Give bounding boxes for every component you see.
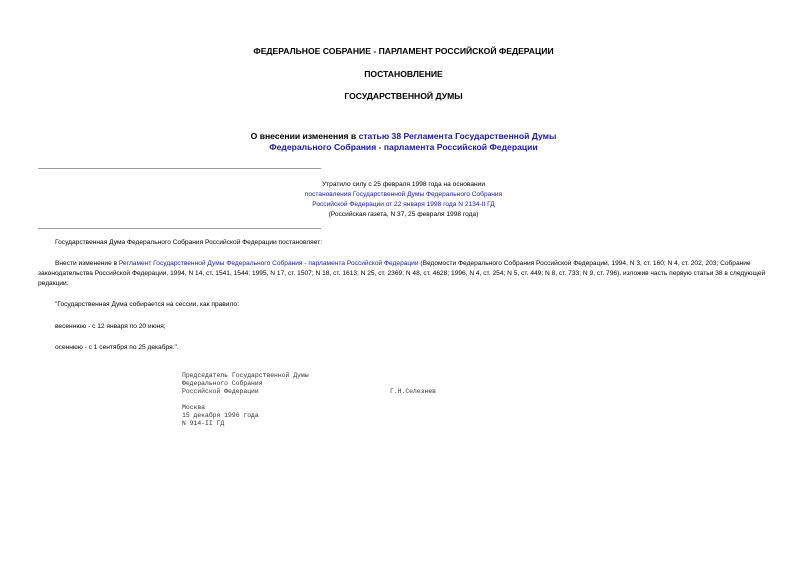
- paragraph-autumn: осеннюю - с 1 сентября по 25 декабря.".: [55, 344, 179, 351]
- signature-line3: Российской Федерации: [182, 388, 259, 395]
- header-parliament: ФЕДЕРАЛЬНОЕ СОБРАНИЕ - ПАРЛАМЕНТ РОССИЙСКОЙ ФЕДЕРАЦИИ: [253, 46, 554, 56]
- header-issuer: ГОСУДАРСТВЕННОЙ ДУМЫ: [344, 91, 463, 101]
- divider-top: [38, 168, 321, 169]
- signature-line2: Федерального Собрания: [182, 380, 263, 387]
- signature-number: N 914-II ГД: [182, 420, 225, 427]
- amendment-text: (Ведомости Федерального Собрания Российской Федерации, 1994, N 3, ст. 160; N 4, ст. 202, 203; Собрание законодательства Российской Федерации, 1994, N 14, ст. 1541, 1544; 1995, N 17, ст. 1507; N 18, ст. 1613; N 25, ст. 2369; N 48, ст. 4628; 1996, N 4, ст. 254; N 5, ст. 449; N 8, ст. 733; N 9, ст. 796), изложив часть первую статьи 38 в следующей редакции:: [38, 260, 766, 287]
- header-doc-type: ПОСТАНОВЛЕНИЕ: [364, 69, 443, 79]
- paragraph-quote-start: "Государственная Дума собирается на сессии, как правило:: [55, 301, 239, 308]
- status-line1: Утратило силу с 25 февраля 1998 года на основании: [321, 181, 486, 188]
- amendment-link[interactable]: Регламент Государственной Думы Федерального Собрания - парламента Российской Федерации: [118, 260, 419, 267]
- status-link-line1[interactable]: постановления Государственной Думы Федерального Собрания: [304, 191, 503, 198]
- signature-line1: Председатель Государственной Думы: [182, 372, 309, 379]
- title-prefix: О внесении изменения в: [250, 131, 359, 141]
- signer-name: Г.Н.Селезнев: [390, 388, 437, 395]
- document-title: [0, 131, 807, 153]
- divider-bottom: [38, 228, 321, 229]
- paragraph-resolves: Государственная Дума Федерального Собрания Российской Федерации постановляет:: [55, 239, 323, 246]
- signature-place-date: [182, 404, 259, 428]
- status-note: [0, 180, 807, 220]
- signature-city: Москва: [182, 404, 206, 411]
- title-link-article[interactable]: статью 38 Регламента Государственной Думы: [358, 131, 557, 141]
- signature-title: [182, 372, 309, 396]
- paragraph-amendment: [38, 259, 776, 289]
- status-line4: (Российская газета, N 37, 25 февраля 1998 года): [328, 211, 479, 218]
- signature-date: 15 декабря 1996 года: [182, 412, 259, 419]
- status-link-line2[interactable]: Российской Федерации от 22 января 1998 года N 2134-II ГД: [312, 201, 495, 208]
- paragraph-spring: весеннюю - с 12 января по 20 июня;: [55, 323, 166, 330]
- amendment-prefix: Внести изменение в: [55, 260, 119, 267]
- title-link-parliament[interactable]: Федерального Собрания - парламента Российской Федерации: [269, 142, 538, 152]
